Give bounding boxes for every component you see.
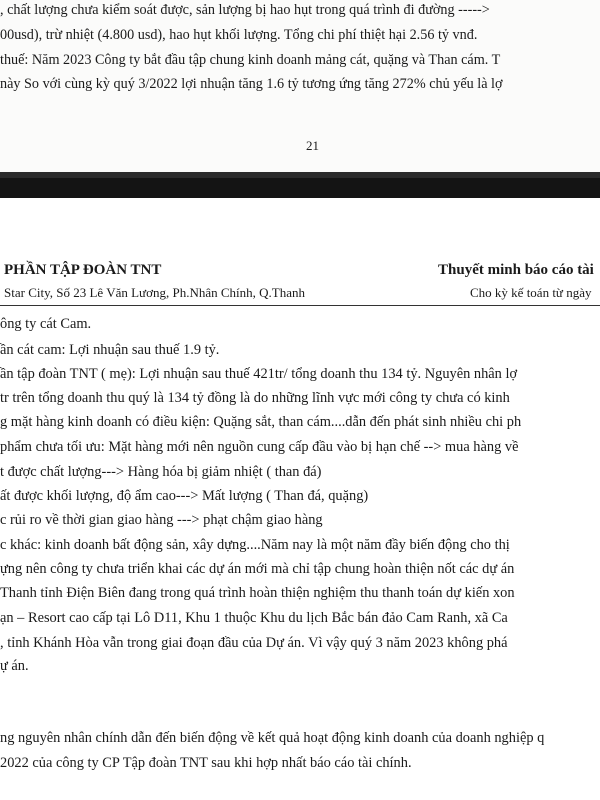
body-line: ông ty cát Cam.: [0, 316, 92, 332]
body-line: ất được khối lượng, độ ẩm cao---> Mất lượng ( Than đá, quặng): [0, 488, 369, 504]
body-line: phẩm chưa tối ưu: Mặt hàng mới nên nguồn cung cấp đầu vào bị hạn chế --> mua hàng về: [0, 439, 519, 455]
band-edge: [0, 172, 600, 178]
company-address: Star City, Số 23 Lê Văn Lương, Ph.Nhân Chính, Q.Thanh: [4, 285, 305, 300]
body-line: c khác: kinh doanh bất động sản, xây dựng....Năm nay là một năm đầy biến động cho thị: [0, 537, 510, 553]
document-title: Thuyết minh báo cáo tài: [438, 262, 594, 278]
page-number: 21: [306, 138, 319, 153]
body-line: ự án.: [0, 658, 29, 674]
body-line: ần tập đoàn TNT ( mẹ): Lợi nhuận sau thuế 421tr/ tổng doanh thu 134 tỷ. Nguyên nhân lợ: [0, 366, 518, 382]
text-line: thuế: Năm 2023 Công ty bắt đầu tập chung kinh doanh mảng cát, quặng và Than cám. T: [0, 52, 501, 68]
body-line: ạn – Resort cao cấp tại Lô D11, Khu 1 thuộc Khu du lịch Bắc bán đảo Cam Ranh, xã Ca: [0, 610, 508, 626]
body-line: c rủi ro về thời gian giao hàng ---> phạt chậm giao hàng: [0, 512, 323, 528]
company-name: PHẦN TẬP ĐOÀN TNT: [4, 262, 162, 278]
body-line: ựng nên công ty chưa triển khai các dự án mới mà chỉ tập chung hoàn thiện nốt các dự án: [0, 561, 515, 577]
body-line: , tỉnh Khánh Hòa vẫn trong giai đoạn đầu của Dự án. Vì vậy quý 3 năm 2023 không phá: [0, 635, 508, 651]
body-line: g mặt hàng kinh doanh có điều kiện: Quặng sắt, than cám....dẫn đến phát sinh nhiều chi ph: [0, 414, 522, 430]
document-subtitle: Cho kỳ kế toán từ ngày: [470, 285, 592, 300]
body-line: ần cát cam: Lợi nhuận sau thuế 1.9 tỷ.: [0, 342, 220, 358]
current-page: [0, 198, 600, 800]
text-line: này So với cùng kỳ quý 3/2022 lợi nhuận tăng 1.6 tỷ tương ứng tăng 272% chủ yếu là lợ: [0, 76, 503, 92]
body-line: Thanh tỉnh Điện Biên đang trong quá trình hoàn thiện nghiệm thu thanh toán dự kiến xon: [0, 585, 515, 601]
body-line: 2022 của công ty CP Tập đoàn TNT sau khi hợp nhất báo cáo tài chính.: [0, 755, 412, 771]
header-divider: [0, 305, 600, 306]
text-line: 00usd), trừ nhiệt (4.800 usd), hao hụt khối lượng. Tổng chi phí thiệt hại 2.56 tỷ vnđ.: [0, 27, 478, 43]
body-line: tr trên tổng doanh thu quý là 134 tỷ đồng là do những lĩnh vực mới công ty chưa có kinh: [0, 390, 510, 406]
previous-page-fragment: [0, 0, 600, 172]
text-line: , chất lượng chưa kiểm soát được, sản lượng bị hao hụt trong quá trình đi đường ----->: [0, 2, 490, 18]
page-separator: [0, 172, 600, 198]
body-line: ng nguyên nhân chính dẫn đến biến động về kết quả hoạt động kinh doanh của doanh nghiệp q: [0, 730, 545, 746]
body-line: t được chất lượng---> Hàng hóa bị giảm nhiệt ( than đá): [0, 464, 322, 480]
